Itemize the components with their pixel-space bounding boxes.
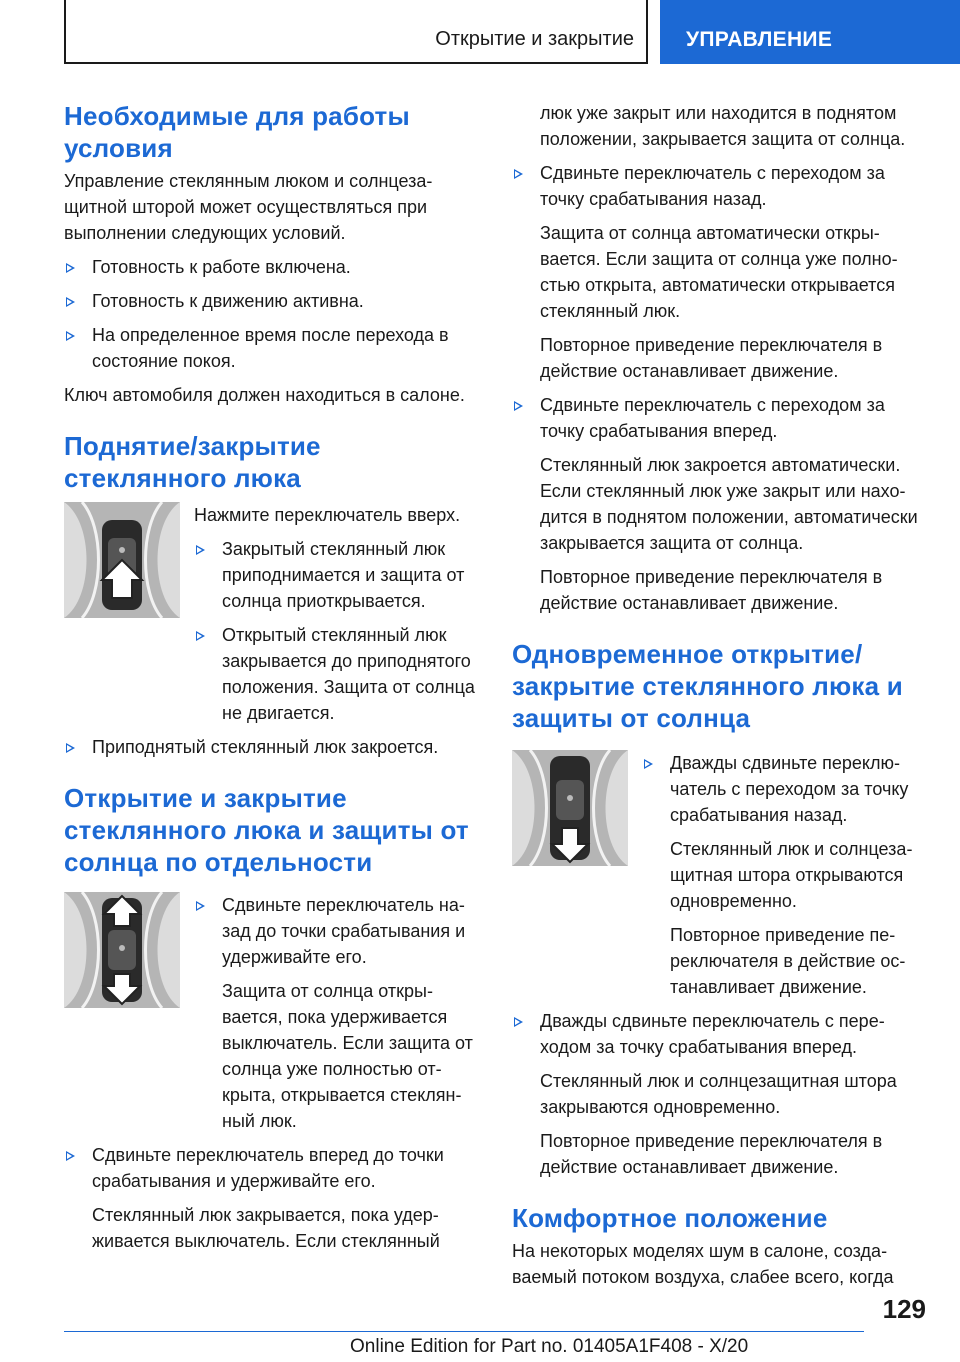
- bullet-list: [64, 734, 480, 760]
- list-item: Сдвиньте переключатель вперед до точки срабатывания и удерживайте его. Стеклянный люк закрывается, пока удерживается выключатель. Если стеклянный: [64, 1142, 480, 1254]
- bullet-list: [512, 100, 928, 616]
- switch-both-directions-illustration: [64, 892, 180, 1008]
- list-item: люк уже закрыт или находится в поднятом положении, закрывается защита от солнца.: [540, 103, 906, 149]
- bullet-list: [512, 1008, 928, 1180]
- list-item: Сдвиньте переключатель с переходом за точку срабатывания вперед. Стеклянный люк закроется автоматически. Если стеклянный люк уже закрыт или находится в поднятом положении, автоматически закрывается защита от солнца. Повторное приведение переключателя в действие останавливает движение.: [512, 392, 928, 616]
- chapter-title: Открытие и закрытие: [435, 28, 634, 50]
- bullet-list: [194, 892, 480, 1134]
- bullet-triangle-icon: [514, 401, 523, 411]
- left-column: [64, 100, 480, 1262]
- bullet-triangle-icon: [514, 1017, 523, 1027]
- list-item: Готовность к работе включена.: [64, 254, 480, 280]
- list-item: Дважды сдвиньте переключатель с переходом за точку срабатывания вперед. Стеклянный люк и солнцезащитная штора закрываются одновременно. Повторное приведение переключателя в действие останавливает движение.: [512, 1008, 928, 1180]
- bullet-triangle-icon: [66, 1151, 75, 1161]
- bullet-triangle-icon: [66, 331, 75, 341]
- page-number: 129: [882, 1294, 926, 1324]
- bullet-triangle-icon: [644, 759, 653, 769]
- bullet-list: [194, 536, 480, 726]
- paragraph: На некоторых моделях шум в салоне, создаваемый потоком воздуха, слабее всего, когда: [512, 1241, 894, 1287]
- bullet-triangle-icon: [196, 631, 205, 641]
- list-item: На определенное время после перехода в состояние покоя.: [64, 322, 480, 374]
- list-item: Дважды сдвиньте переключатель с переходом за точку срабатывания назад. Стеклянный люк и солнцезащитная штора открываются одновременно. Повторное приведение переключателя в действие останавливает движение.: [642, 750, 928, 1000]
- bullet-triangle-icon: [66, 743, 75, 753]
- switch-up-illustration: [64, 502, 180, 618]
- heading-operating-conditions: Необходимые для работы условия: [64, 101, 410, 163]
- footer-divider: [64, 1331, 864, 1332]
- heading-comfort-position: Комфортное положение: [512, 1203, 828, 1233]
- header-section-box: [660, 0, 960, 64]
- paragraph: Ключ автомобиля должен находиться в салоне.: [64, 385, 465, 405]
- bullet-list: [64, 254, 480, 374]
- bullet-triangle-icon: [196, 545, 205, 555]
- list-item: Открытый стеклянный люк закрывается до приподнятого положения. Защита от солнца не двигается.: [194, 622, 480, 726]
- list-item: Сдвиньте переключатель назад до точки срабатывания и удерживайте его. Защита от солнца открывается, пока удерживается выключатель. Если защита от солнца уже полностью открыта, открывается стеклянный люк.: [194, 892, 480, 1134]
- bullet-list: [642, 750, 928, 1000]
- bullet-triangle-icon: [196, 901, 205, 911]
- list-item: Приподнятый стеклянный люк закроется.: [64, 734, 480, 760]
- switch-down-illustration: [512, 750, 628, 866]
- paragraph: Нажмите переключатель вверх.: [194, 505, 461, 525]
- bullet-triangle-icon: [514, 169, 523, 179]
- list-item: Сдвиньте переключатель с переходом за точку срабатывания назад. Защита от солнца автоматически открывается. Если защита от солнца уже полностью открыта, автоматически открывается стеклянный люк. Повторное приведение переключателя в действие останавливает движение.: [512, 160, 928, 384]
- heading-simultaneous: Одновременное открытие/закрытие стеклянного люка и защиты от солнца: [512, 639, 903, 733]
- section-title: УПРАВЛЕНИЕ: [686, 28, 833, 51]
- bullet-triangle-icon: [66, 297, 75, 307]
- heading-separate-open-close: Открытие и закрытие стеклянного люка и защиты от солнца по отдельности: [64, 783, 469, 877]
- bullet-triangle-icon: [66, 263, 75, 273]
- right-column: [512, 100, 928, 1298]
- list-item: Закрытый стеклянный люк приподнимается и защита от солнца приоткрывается.: [194, 536, 480, 614]
- bullet-list: [64, 1142, 480, 1254]
- list-item: Готовность к движению активна.: [64, 288, 480, 314]
- paragraph: Управление стеклянным люком и солнцезащитной шторой может осуществляться при выполнении следующих условий.: [64, 171, 433, 243]
- header-chapter-box: [64, 0, 648, 64]
- heading-raise-close: Поднятие/закрытие стеклянного люка: [64, 431, 321, 493]
- edition-footer: Online Edition for Part no. 01405A1F408 - X/20: [350, 1336, 749, 1357]
